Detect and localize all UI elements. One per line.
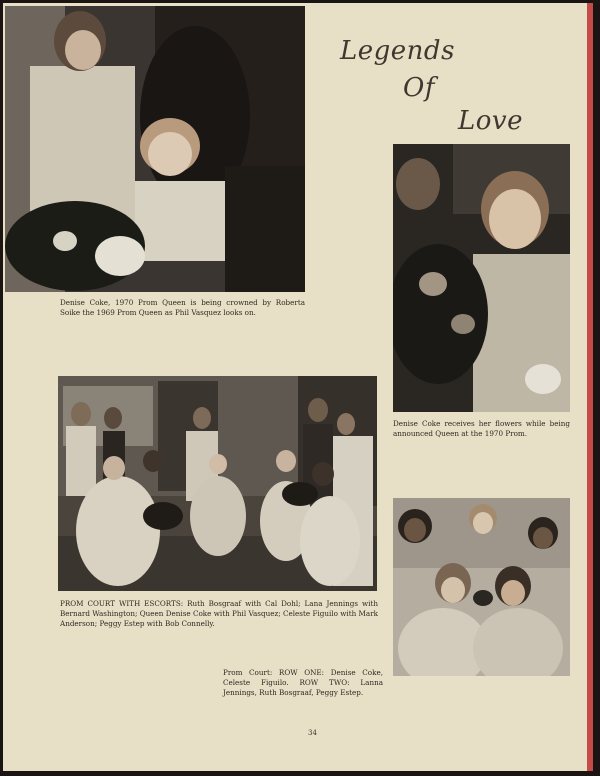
title-line-2: Of	[403, 73, 435, 103]
court-escorts-photo	[58, 376, 377, 591]
crowning-photo	[5, 6, 305, 292]
court-rows-photo	[393, 498, 570, 676]
flowers-caption: Denise Coke receives her flowers while being announced Queen at the 1970 Prom.	[393, 419, 570, 438]
yearbook-page	[3, 3, 593, 771]
title-line-1: Legends	[340, 36, 455, 66]
page-number: 34	[308, 729, 317, 737]
flowers-photo	[393, 144, 570, 412]
page-edge	[587, 3, 593, 771]
court-escorts-caption: PROM COURT WITH ESCORTS: Ruth Bosgraaf with Cal Dohl; Lana Jennings with Bernard Washington; Queen Denise Coke with Phil Vasquez; Celeste Figuilo with Mark Anderson; Peggy Estep with Bob Connelly.	[60, 599, 378, 628]
title-line-3: Love	[458, 106, 523, 136]
court-rows-caption: Prom Court: ROW ONE: Denise Coke, Celeste Figuilo. ROW TWO: Lanna Jennings, Ruth Bosgraaf, Peggy Estep.	[223, 668, 383, 697]
crowning-caption: Denise Coke, 1970 Prom Queen is being crowned by Roberta Soike the 1969 Prom Queen as Phil Vasquez looks on.	[60, 298, 305, 317]
